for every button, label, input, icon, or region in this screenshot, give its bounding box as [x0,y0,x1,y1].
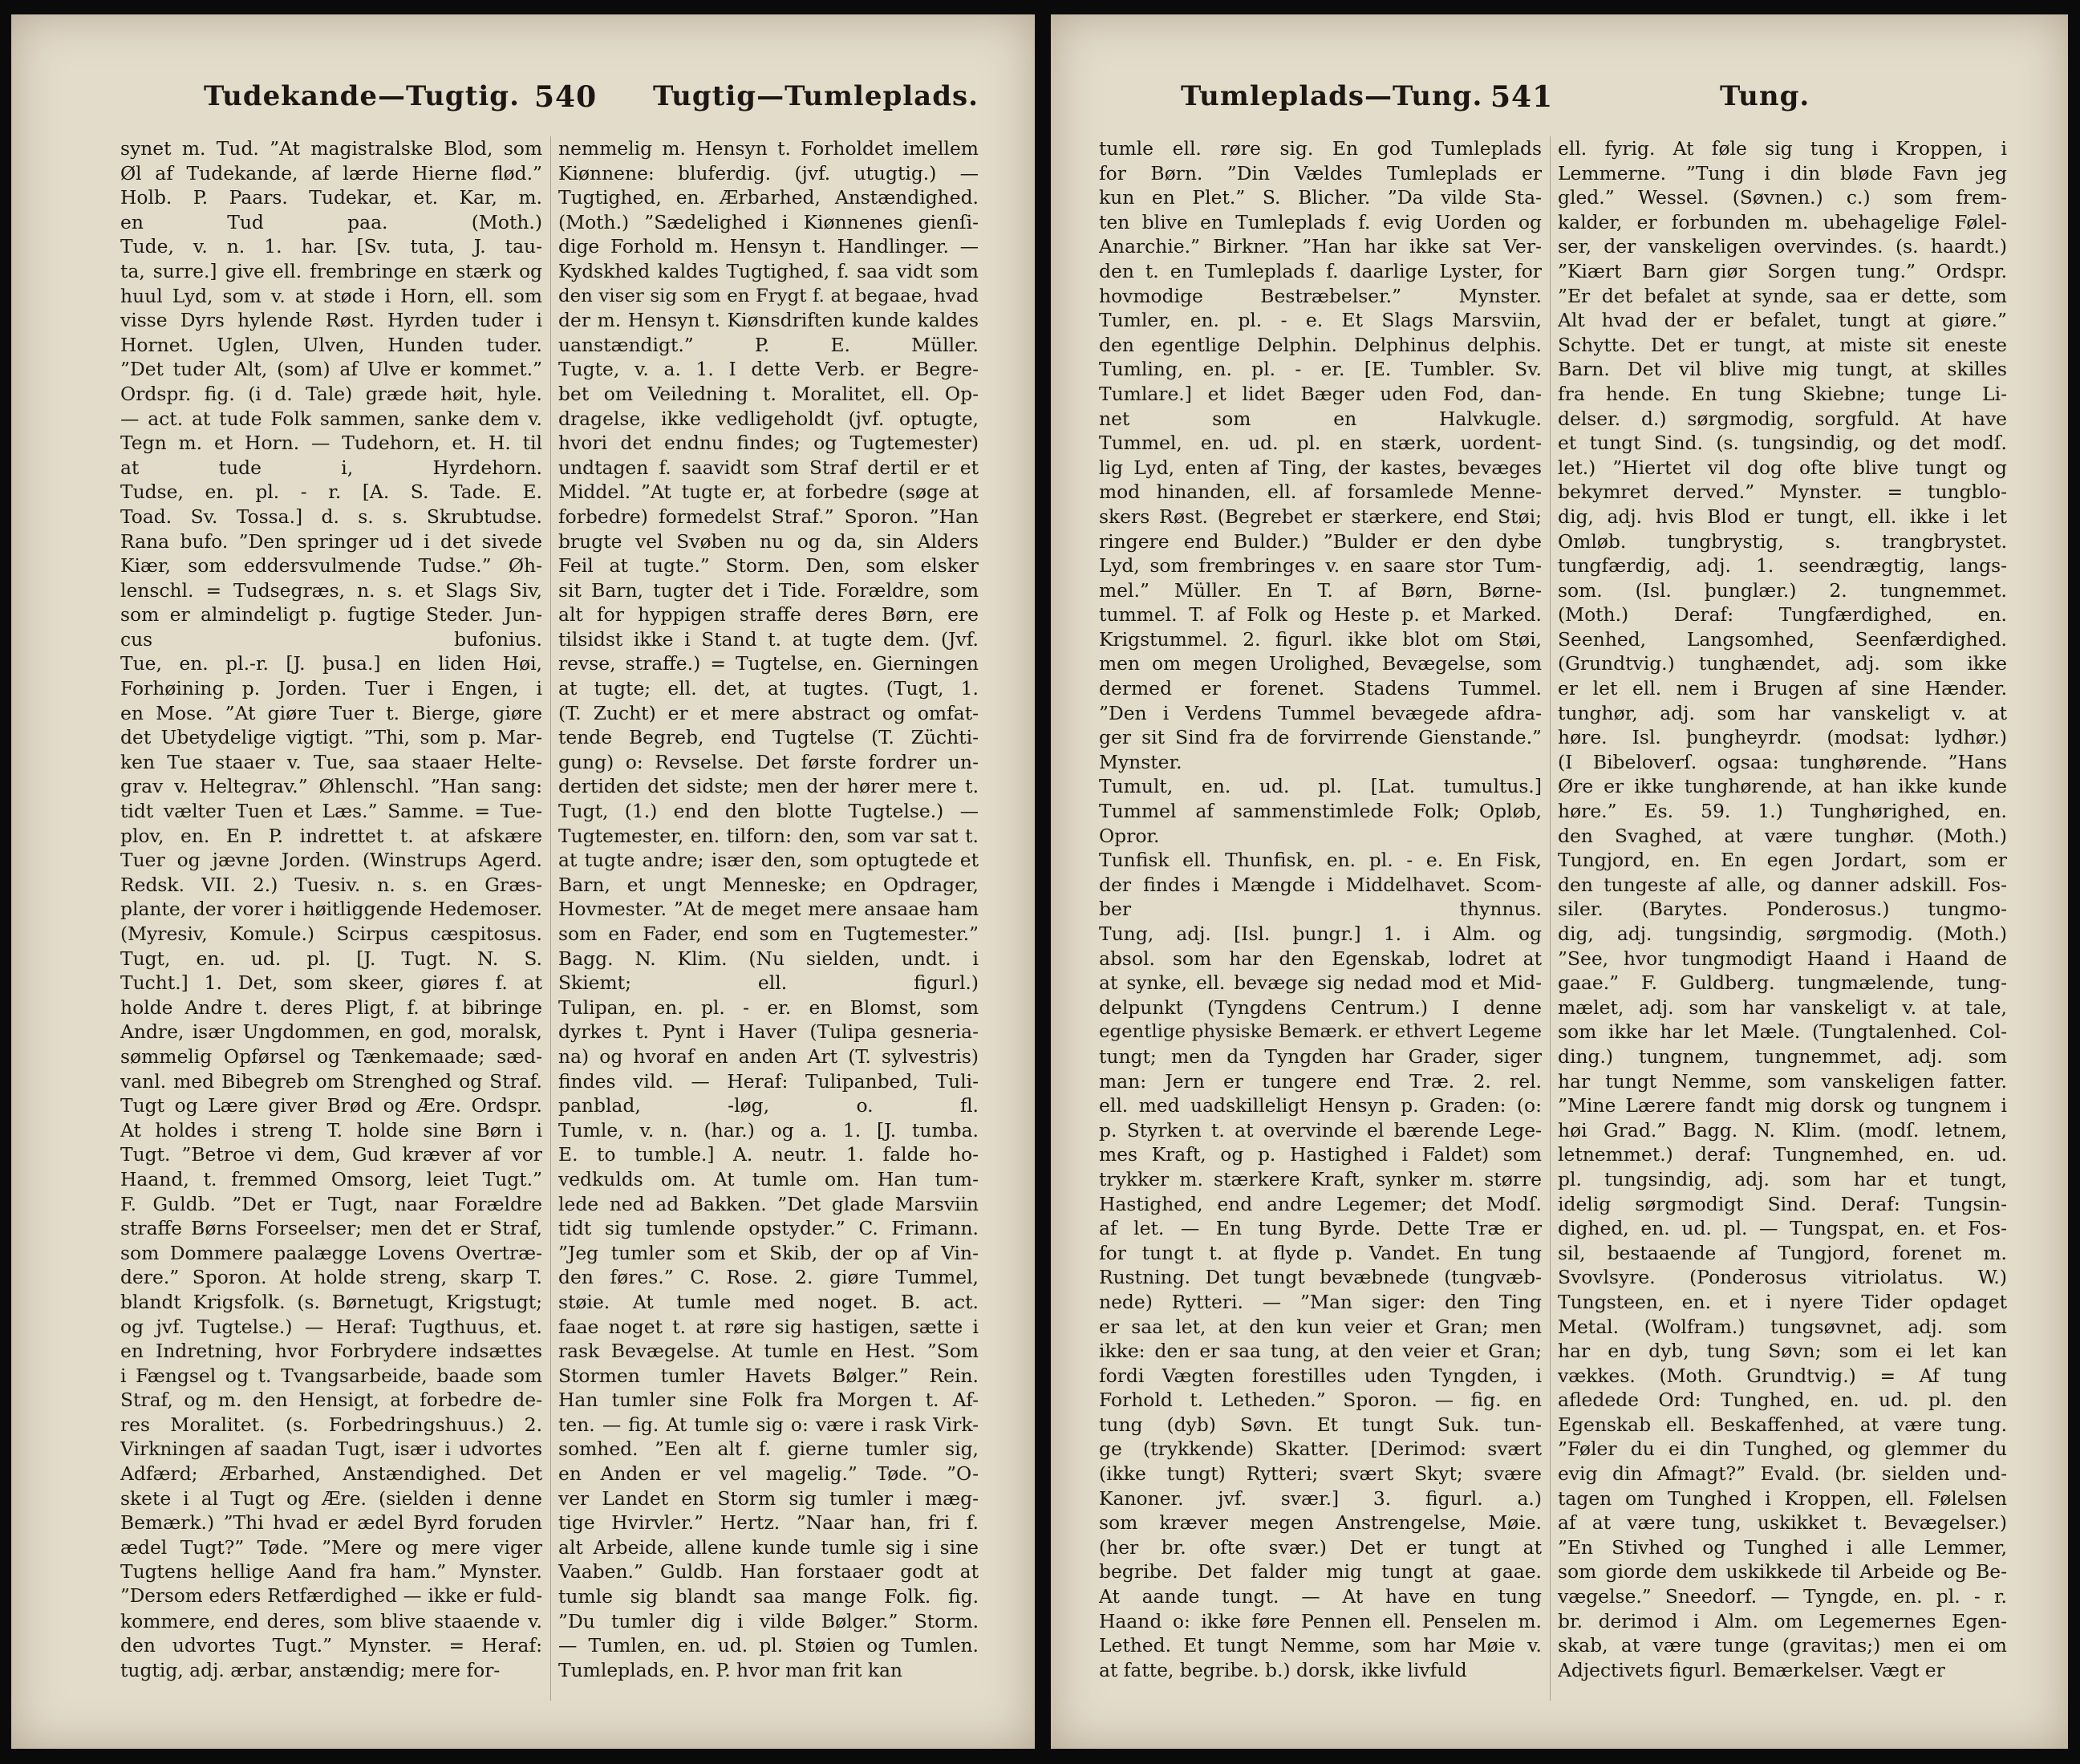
text-line: ikke: den er saa tung, at den veier et Gran; [1099,1340,1542,1363]
text-line: dig, adj. tungsindig, sørgmodig. (Moth.) [1558,923,2007,945]
text-line: (T. Zucht) er et mere abstract og omfat- [558,701,979,724]
text-line: Alt hvad der er befalet, tungt at giøre.” [1558,309,2007,332]
text-line: res Moralitet. (s. Forbedringshuus.) 2. [120,1413,542,1436]
text-line: grav v. Heltegrav.” Øhlenschl. ”Han sang: [120,775,542,798]
running-head-last-word: Tugtig—Tumleplads. [653,80,979,112]
page-number: 541 [1490,80,1554,114]
text-line: ”Kiært Barn giør Sorgen tung.” Ordspr. [1558,259,2007,282]
text-line: straffe Børns Forseelser; men det er Straf, [120,1217,542,1240]
text-line: dragelse, ikke vedligeholdt (jvf. optugte, [558,407,979,430]
text-column-2 [558,136,979,1701]
text-line: Egenskab ell. Beskaffenhed, at være tung. [1558,1413,2007,1436]
text-line: (ikke tungt) Rytteri; svært Skyt; svære [1099,1462,1542,1486]
text-line: Tugtens hellige Aand fra ham.” Mynster. [120,1560,542,1584]
text-line: ken Tue staaer v. Tue, saa staaer Helte- [120,750,542,773]
text-line: bekymret derved.” Mynster. = tungblo- [1558,481,2007,504]
text-line: plante, der vorer i høitliggende Hedemoser. [120,898,542,921]
text-line: Krigstummel. 2. figurl. ikke blot om Støi, [1099,627,1542,651]
text-line: gaae.” F. Guldberg. tungmælende, tung- [1558,971,2007,995]
text-line: Tungjord, en. En egen Jordart, som er [1558,849,2007,872]
text-line: Forhøining p. Jorden. Tuer i Engen, i [120,677,542,700]
text-line: Kanoner. jvf. svær.] 3. figurl. a.) [1099,1486,1542,1510]
text-line: Rustning. Det tungt bevæbnede (tungvæb- [1099,1266,1542,1289]
text-line: ber thynnus. [1099,898,1542,921]
text-line: Ordspr. fig. (i d. Tale) græde høit, hyle. [120,382,542,405]
text-line: (her br. ofte svær.) Det er tungt at [1099,1535,1542,1559]
text-line: Anarchie.” Birkner. ”Han har ikke sat Ver- [1099,235,1542,258]
text-line: Adfærd; Ærbarhed, Anstændighed. Det [120,1462,542,1486]
text-line: At aande tungt. — At have en tung [1099,1585,1542,1608]
text-line: ”See, hvor tungmodigt Haand i Haand de [1558,947,2007,970]
text-line: støie. At tumle med noget. B. act. [558,1290,979,1313]
text-line: tungfærdig, adj. 1. seendrægtig, langs- [1558,554,2007,578]
text-line: Kiær, som eddersvulmende Tudse.” Øh- [120,554,542,578]
text-line: skete i al Tugt og Ære. (sielden i denne [120,1486,542,1510]
text-line: let.) ”Hiertet vil dog ofte blive tungt og [1558,456,2007,479]
text-line: ”Føler du ei din Tunghed, og glemmer du [1558,1438,2007,1461]
text-line: Tudse, en. pl. - r. [A. S. Tade. E. [120,481,542,504]
text-line: i Fængsel og t. Tvangsarbeide, baade som [120,1364,542,1387]
text-line: dyrkes t. Pynt i Haver (Tulipa gesneria- [558,1020,979,1044]
text-line: vanl. med Bibegreb om Strenghed og Straf. [120,1069,542,1093]
running-head-last-word: Tung. [1720,80,1810,112]
text-line: rask Bevægelse. At tumle en Hest. ”Som [558,1340,979,1363]
text-line: letnemmet.) deraf: Tungnemhed, en. ud. [1558,1143,2007,1166]
text-line: visse Dyrs hylende Røst. Hyrden tuder i [120,309,542,332]
text-column-1 [1099,136,1542,1701]
text-line: afledede Ord: Tunghed, en. ud. pl. den [1558,1389,2007,1412]
text-line: skers Røst. (Begrebet er stærkere, end Støi; [1099,505,1542,528]
text-line: At holdes i streng T. holde sine Børn i [120,1118,542,1142]
text-line: ædel Tugt?” Tøde. ”Mere og mere viger [120,1535,542,1559]
text-line: tagen om Tunghed i Kroppen, ell. Følelsen [1558,1486,2007,1510]
text-line: Seenhed, Langsomhed, Seenfærdighed. [1558,627,2007,651]
text-line: ”Den i Verdens Tummel bevægede afdra- [1099,701,1542,724]
text-line: ta, surre.] give ell. frembringe en stærk og [120,259,542,282]
text-line: dermed er forenet. Stadens Tummel. [1099,677,1542,700]
text-line: alt Arbeide, allene kunde tumle sig i sine [558,1535,979,1559]
text-line: Tumling, en. pl. - er. [E. Tumbler. Sv. [1099,358,1542,381]
text-line: der findes i Mængde i Middelhavet. Scom- [1099,873,1542,896]
text-line: ”Jeg tumler som et Skib, der op af Vin- [558,1241,979,1264]
text-line: (Moth.) ”Sædelighed i Kiønnenes gienſi- [558,210,979,233]
text-line: Kydskhed kaldes Tugtighed, f. saa vidt som [558,259,979,282]
text-line: som er almindeligt p. fugtige Steder. Jun- [120,603,542,627]
text-line: Tuer og jævne Jorden. (Winstrups Agerd. [120,849,542,872]
text-line: Tugt. ”Betroe vi dem, Gud kræver af vor [120,1143,542,1166]
text-line: (Grundtvig.) tunghændet, adj. som ikke [1558,652,2007,675]
text-line: Rana bufo. ”Den springer ud i det sivede [120,529,542,553]
text-line: ”Dersom eders Retfærdighed — ikke er fuld- [120,1586,542,1608]
text-line: vækkes. (Moth. Grundtvig.) = Af tung [1558,1364,2007,1387]
text-line: mel.” Müller. En T. af Børn, Børne- [1099,578,1542,602]
text-line: dertiden det sidste; men der hører mere t. [558,775,979,798]
text-line: Tumler, en. pl. - e. Et Slags Marsviin, [1099,309,1542,332]
text-line: Lethed. Et tungt Nemme, som har Møie v. [1099,1634,1542,1657]
text-line: har tungt Nemme, som vanskeligen fatter. [1558,1069,2007,1093]
text-line: Tumleplads, en. P. hvor man frit kan [558,1658,903,1681]
text-line: ell. med uadskilleligt Hensyn p. Graden: (o: [1099,1094,1542,1117]
text-line: Forhold t. Letheden.” Sporon. — fig. en [1099,1389,1542,1412]
text-line: tungt; men da Tyngden har Grader, siger [1099,1044,1542,1068]
column-rule [550,136,551,1701]
text-line: at synke, ell. bevæge sig nedad mod et Mid- [1099,971,1542,995]
text-line: Vaaben.” Guldb. Han forstaaer godt at [558,1560,979,1584]
page-number: 540 [534,80,598,114]
text-column-2 [1558,136,2007,1701]
page-header [11,80,1035,128]
text-line: lenschl. = Tudsegræs, n. s. et Slags Siv, [120,578,542,602]
text-line: na) og hvoraf en anden Art (T. sylvestris) [558,1044,979,1068]
column-rule [1550,136,1551,1701]
text-line: (Moth.) Deraf: Tungfærdighed, en. [1558,603,2007,627]
text-line: Bemærk.) ”Thi hvad er ædel Byrd foruden [120,1511,542,1535]
text-line: holde Andre t. deres Pligt, f. at bibringe [120,996,542,1019]
text-line: tumle sig blandt saa mange Folk. fig. [558,1585,979,1608]
text-line: revse, straffe.) = Tugtelse, en. Gierningen [558,652,979,675]
text-line: Adjectivets figurl. Bemærkelser. Vægt er [1558,1658,1945,1681]
running-head-first-word: Tudekande—Tugtig. [204,80,520,112]
text-line: cus bufonius. [120,627,542,651]
text-line: nede) Rytteri. — ”Man siger: den Ting [1099,1290,1542,1313]
text-line: evig din Afmagt?” Evald. (br. sielden und- [1558,1462,2007,1486]
text-line: (I Bibeloverſ. ogsaa: tunghørende. ”Hans [1558,750,2007,773]
text-line: Haand, t. fremmed Omsorg, leiet Tugt.” [120,1167,542,1190]
text-line: en Indretning, hvor Forbrydere indsættes [120,1340,542,1363]
text-line: for Børn. ”Din Vældes Tumleplads er [1099,161,1542,185]
text-line: mod hinanden, ell. af forsamlede Menne- [1099,481,1542,504]
text-line: dighed, en. ud. pl. — Tungspat, en. et Fos- [1558,1217,2007,1240]
text-line: det Ubetydelige vigtigt. ”Thi, som p. Mar- [120,726,542,749]
text-line: for tungt t. at flyde p. Vandet. En tung [1099,1241,1542,1264]
text-line: forbedre) formedelst Straf.” Sporon. ”Han [558,505,979,528]
text-line: Tulipan, en. pl. - er. en Blomst, som [558,996,979,1019]
text-line: som Dommere paalægge Lovens Overtræ- [120,1241,542,1264]
text-line: bet om Veiledning t. Moralitet, ell. Op- [558,382,979,405]
text-line: Tummel af sammenstimlede Folk; Opløb, [1099,800,1542,823]
text-line: ”En Stivhed og Tunghed i alle Lemmer, [1558,1535,2007,1559]
text-line: et tungt Sind. (s. tungsindig, og det modſ. [1558,432,2007,455]
text-line: ten blive en Tumleplads f. evig Uorden og [1099,210,1542,233]
text-line: ringere end Bulder.) ”Bulder er den dybe [1099,529,1542,553]
page-header [1051,80,2068,128]
text-line: ser, der vanskeligen overvindes. (s. haardt.) [1558,235,2007,258]
text-line: kommere, end deres, som blive staaende v. [120,1609,542,1632]
text-line: mælet, adj. som har vanskeligt v. at tale, [1558,996,2007,1019]
text-line: og jvf. Tugtelse.) — Heraf: Tugthuus, et. [120,1315,542,1338]
text-line: den viser sig som en Frygt f. at begaae, hvad [558,285,979,306]
text-line: Mynster. [1099,750,1182,773]
text-line: synet m. Tud. ”At magistralske Blod, som [120,137,542,160]
text-line: egentlige physiske Bemærk. er ethvert Legeme [1099,1021,1542,1043]
text-line: Tue, en. pl.-r. [J. þusa.] en liden Høi, [120,652,542,675]
text-line: Tugt og Lære giver Brød og Ære. Ordspr. [120,1094,542,1117]
text-line: Bagg. N. Klim. (Nu sielden, undt. i [558,947,979,970]
text-line: p. Styrken t. at overvinde el bærende Lege- [1099,1118,1542,1142]
text-line: den udvortes Tugt.” Mynster. = Heraf: [120,1634,542,1657]
text-line: blandt Krigsfolk. (s. Børnetugt, Krigstugt; [120,1290,542,1313]
text-line: høi Grad.” Bagg. N. Klim. (modſ. letnem, [1558,1118,2007,1142]
text-line: Feil at tugte.” Storm. Den, som elsker [558,554,979,578]
text-line: den t. en Tumleplads f. daarlige Lyster, for [1099,259,1542,282]
text-line: huul Lyd, som v. at støde i Horn, ell. som [120,284,542,307]
text-line: sil, bestaaende af Tungjord, forenet m. [1558,1241,2007,1264]
text-line: net som en Halvkugle. [1099,407,1542,430]
text-line: tige Hvirvler.” Hertz. ”Naar han, fri f. [558,1511,979,1535]
text-line: er let ell. nem i Brugen af sine Hænder. [1558,677,2007,700]
text-line: den tungeste af alle, og danner adskill. Fos- [1558,873,2007,896]
text-line: undtagen f. saavidt som Straf dertil er et [558,456,979,479]
text-line: Virkningen af saadan Tugt, især i udvortes [120,1438,542,1461]
text-line: af at være tung, uskikket t. Bevægelser.) [1558,1511,2007,1535]
right-page [1051,14,2068,1749]
text-line: lede ned ad Bakken. ”Det glade Marsviin [558,1192,979,1215]
text-line: den Svaghed, at være tunghør. (Moth.) [1558,824,2007,847]
text-line: som giorde dem uskikkede til Arbeide og Be- [1558,1560,2007,1584]
text-line: er saa let, at den kun veier et Gran; men [1099,1315,1542,1338]
text-line: sømmelig Opførsel og Tænkemaade; sæd- [120,1044,542,1068]
text-line: som en Fader, end som en Tugtemester.” [558,923,979,945]
text-line: Tude, v. n. 1. har. [Sv. tuta, J. tau- [120,235,542,258]
text-line: pl. tungsindig, adj. som har et tungt, [1558,1167,2007,1190]
text-line: man: Jern er tungere end Træ. 2. rel. [1099,1069,1542,1093]
text-line: fra hende. En tung Skiebne; tunge Li- [1558,382,2007,405]
text-line: Øl af Tudekande, af lærde Hierne flød.” [120,161,542,185]
text-line: somhed. ”Een alt f. gierne tumler sig, [558,1438,979,1461]
text-line: Hastighed, end andre Legemer; det Modſ. [1099,1192,1542,1215]
text-line: ding.) tungnem, tungnemmet, adj. som [1558,1044,2007,1068]
text-line: ge (trykkende) Skatter. [Derimod: svært [1099,1438,1542,1461]
text-line: skab, at være tunge (gravitas;) men ei om [1558,1634,2007,1657]
text-line: — act. at tude Folk sammen, sanke dem v. [120,407,542,430]
text-line: Tugtighed, en. Ærbarhed, Anstændighed. [558,186,979,209]
text-line: Opror. [1099,824,1160,847]
text-line: delpunkt (Tyngdens Centrum.) I denne [1099,996,1542,1019]
text-column-1 [120,136,542,1701]
text-line: Toad. Sv. Tossa.] d. s. s. Skrubtudse. [120,505,542,528]
text-line: fordi Vægten forestilles uden Tyngden, i [1099,1364,1542,1387]
text-line: ten. — fig. At tumle sig o: være i rask Virk- [558,1413,979,1436]
text-line: trykker m. stærkere Kraft, synker m. større [1099,1167,1542,1190]
text-line: gled.” Wessel. (Søvnen.) c.) som frem- [1558,186,2007,209]
text-line: begribe. Det falder mig tungt at gaae. [1099,1560,1542,1584]
text-line: tung (dyb) Søvn. Et tungt Suk. tun- [1099,1413,1542,1436]
text-line: som. (Isl. þunglær.) 2. tungnemmet. [1558,578,2007,602]
text-line: Metal. (Wolfram.) tungsøvnet, adj. som [1558,1315,2007,1338]
text-line: Omløb. tungbrystig, s. trangbrystet. [1558,529,2007,553]
text-line: Tung, adj. [Isl. þungr.] 1. i Alm. og [1099,923,1542,945]
text-line: dige Forhold m. Hensyn t. Handlinger. — [558,235,979,258]
text-line: som ikke har let Mæle. (Tungtalenhed. Col- [1558,1020,2007,1044]
text-line: ”Du tumler dig i vilde Bølger.” Storm. [558,1609,979,1632]
text-line: kun en Plet.” S. Blicher. ”Da vilde Sta- [1099,186,1542,209]
text-line: den føres.” C. Rose. 2. giøre Tummel, [558,1266,979,1289]
text-line: tumle ell. røre sig. En god Tumleplads [1099,137,1542,160]
text-line: Tugt, en. ud. pl. [J. Tugt. N. S. [120,947,542,970]
text-line: tidt vælter Tuen et Læs.” Samme. = Tue- [120,800,542,823]
text-line: kalder, er forbunden m. ubehagelige Følel- [1558,210,2007,233]
text-line: faae noget t. at røre sig hastigen, sætte i [558,1315,979,1338]
text-line: Tummel, en. ud. pl. en stærk, uordent- [1099,432,1542,455]
text-line: Straf, og m. den Hensigt, at forbedre de- [120,1389,542,1412]
text-line: alt for hyppigen straffe deres Børn, ere [558,603,979,627]
text-line: Tugt, (1.) end den blotte Tugtelse.) — [558,800,979,823]
text-line: har en dyb, tung Søvn; som ei let kan [1558,1340,2007,1363]
text-line: Tugte, v. a. 1. I dette Verb. er Begre- [558,358,979,381]
text-line: ”Det tuder Alt, (som) af Ulve er kommet.” [120,358,542,381]
text-line: at tugte; ell. det, at tugtes. (Tugt, 1. [558,677,979,700]
text-line: ”Mine Lærere fandt mig dorsk og tungnem i [1558,1094,2007,1117]
text-line: dere.” Sporon. At holde streng, skarp T. [120,1266,542,1289]
text-line: tende Begreb, end Tugtelse (T. Züchti- [558,726,979,749]
text-line: nemmelig m. Hensyn t. Forholdet imellem [558,137,979,160]
text-columns [1099,136,2007,1701]
text-line: delser. d.) sørgmodig, sorgfuld. At have [1558,407,2007,430]
text-line: tilsidst ikke i Stand t. at tugte dem. (Jvf. [558,627,979,651]
text-line: tummel. T. af Folk og Heste p. et Marked. [1099,603,1542,627]
text-line: uanstændigt.” P. E. Müller. [558,333,979,356]
text-line: hvori det endnu findes; og Tugtemester) [558,432,979,455]
text-line: at tugte andre; især den, som optugtede et [558,849,979,872]
text-line: Barn, et ungt Menneske; en Opdrager, [558,873,979,896]
text-line: Hovmester. ”At de meget mere ansaae ham [558,898,979,921]
text-line: Tegn m. et Horn. — Tudehorn, et. H. til [120,432,542,455]
text-line: Kiønnene: bluferdig. (jvf. utugtig.) — [558,161,979,185]
text-line: Lyd, som frembringes v. en saare stor Tum- [1099,554,1542,578]
text-line: Tumult, en. ud. pl. [Lat. tumultus.] [1099,775,1542,798]
text-line: siler. (Barytes. Ponderosus.) tungmo- [1558,898,2007,921]
text-line: panblad, -løg, o. fl. [558,1094,979,1117]
text-line: tunghør, adj. som har vanskeligt v. at [1558,701,2007,724]
text-line: høre. Isl. þungheyrdr. (modsat: lydhør.) [1558,726,2007,749]
text-line: Tugtemester, en. tilforn: den, som var sat t. [558,824,979,847]
running-head-first-word: Tumleplads—Tung. [1181,80,1483,112]
text-line: tidt sig tumlende opstyder.” C. Frimann. [558,1217,979,1240]
text-line: lig Lyd, enten af Ting, der kastes, bevæges [1099,456,1542,479]
text-line: Haand o: ikke føre Pennen ell. Penselen m. [1099,1609,1542,1632]
text-line: Tungsteen, en. et i nyere Tider opdaget [1558,1290,2007,1313]
text-line: Tunfisk ell. Thunfisk, en. pl. - e. En Fisk, [1099,849,1542,872]
text-line: mes Kraft, og p. Hastighed i Faldet) som [1099,1143,1542,1166]
text-line: (Myresiv, Komule.) Scirpus cæspitosus. [120,923,542,945]
text-line: Andre, især Ungdommen, en god, moralsk, [120,1020,542,1044]
text-line: Tumlare.] et lidet Bæger uden Fod, dan- [1099,382,1542,405]
text-line: brugte vel Svøben nu og da, sin Alders [558,529,979,553]
text-line: at tude i, Hyrdehorn. [120,456,542,479]
text-line: høre.” Es. 59. 1.) Tunghørighed, en. [1558,800,2007,823]
text-line: Hornet. Uglen, Ulven, Hunden tuder. [120,333,542,356]
text-line: af let. — En tung Byrde. Dette Træ er [1099,1217,1542,1240]
text-line: ger sit Sind fra de forvirrende Gienstande.” [1099,726,1542,749]
text-line: Schytte. Det er tungt, at miste sit eneste [1558,333,2007,356]
text-line: der m. Hensyn t. Kiønsdriften kunde kaldes [558,309,979,332]
text-line: Svovlsyre. (Ponderosus vitriolatus. W.) [1558,1266,2007,1289]
text-line: en Mose. ”At giøre Tuer t. Bierge, giøre [120,701,542,724]
text-line: Holb. P. Paars. Tudekar, et. Kar, m. [120,186,542,209]
text-line: at fatte, begribe. b.) dorsk, ikke livfuld [1099,1658,1467,1681]
text-line: Øre er ikke tunghørende, at han ikke kunde [1558,775,2007,798]
text-line: br. derimod i Alm. om Legemernes Egen- [1558,1609,2007,1632]
text-line: findes vild. — Heraf: Tulipanbed, Tuli- [558,1069,979,1093]
text-line: E. to tumble.] A. neutr. 1. falde ho- [558,1143,979,1166]
text-line: idelig sørgmodigt Sind. Deraf: Tungsin- [1558,1192,2007,1215]
text-line: sit Barn, tugter det i Tide. Forældre, som [558,578,979,602]
text-line: absol. som har den Egenskab, lodret at [1099,947,1542,970]
text-columns [120,136,979,1701]
text-line: ver Landet en Storm sig tumler i mæg- [558,1486,979,1510]
text-line: Redsk. VII. 2.) Tuesiv. n. s. en Græs- [120,873,542,896]
text-line: en Anden er vel magelig.” Tøde. ”O- [558,1462,979,1486]
text-line: den egentlige Delphin. Delphinus delphis. [1099,333,1542,356]
text-line: ”Er det befalet at synde, saa er dette, som [1558,284,2007,307]
text-line: men om megen Urolighed, Bevægelse, som [1099,652,1542,675]
text-line: tugtig, adj. ærbar, anstændig; mere for- [120,1658,501,1681]
text-line: Skiemt; ell. figurl.) [558,971,979,995]
text-line: Tumle, v. n. (har.) og a. 1. [J. tumba. [558,1118,979,1142]
text-line: som kræver megen Anstrengelse, Møie. [1099,1511,1542,1535]
text-line: ell. fyrig. At føle sig tung i Kroppen, i [1558,137,2007,160]
text-line: vægelse.” Sneedorf. — Tyngde, en. pl. - r. [1558,1585,2007,1608]
text-line: dig, adj. hvis Blod er tungt, ell. ikke i let [1558,505,2007,528]
left-page [11,14,1035,1749]
text-line: Lemmerne. ”Tung i din bløde Favn jeg [1558,161,2007,185]
text-line: Tucht.] 1. Det, som skeer, giøres f. at [120,971,542,995]
text-line: plov, en. En P. indrettet t. at afskære [120,824,542,847]
text-line: gung) o: Revselse. Det første fordrer un- [558,750,979,773]
text-line: Middel. ”At tugte er, at forbedre (søge at [558,481,979,504]
text-line: F. Guldb. ”Det er Tugt, naar Forældre [120,1192,542,1215]
text-line: vedkulds om. At tumle om. Han tum- [558,1167,979,1190]
text-line: en Tud paa. (Moth.) [120,210,542,233]
text-line: — Tumlen, en. ud. pl. Støien og Tumlen. [558,1634,979,1657]
text-line: Stormen tumler Havets Bølger.” Rein. [558,1364,979,1387]
text-line: hovmodige Bestræbelser.” Mynster. [1099,284,1542,307]
text-line: Han tumler sine Folk fra Morgen t. Af- [558,1389,979,1412]
text-line: Barn. Det vil blive mig tungt, at skilles [1558,358,2007,381]
